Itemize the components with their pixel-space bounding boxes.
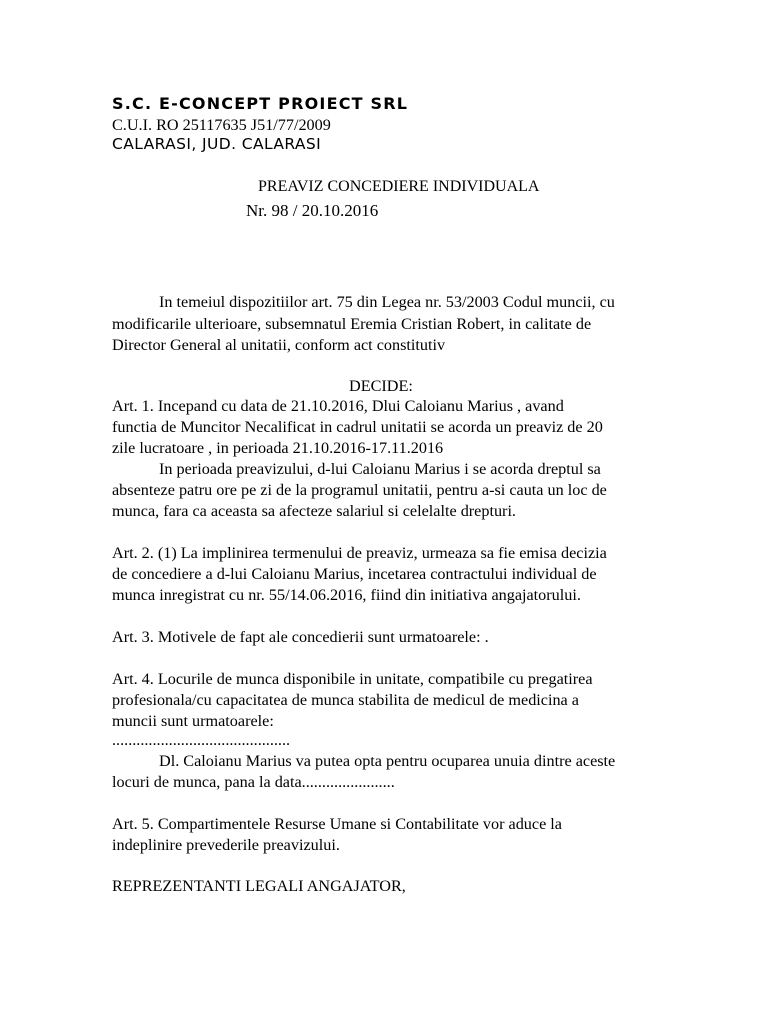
signature-heading: REPREZENTANTI LEGALI ANGAJATOR, — [112, 877, 406, 895]
company-name: S.C. E-CONCEPT PROIECT SRL — [112, 94, 409, 113]
art4-line-1: Art. 4. Locurile de munca disponibile in unitate, compatibile cu pregatirea — [112, 670, 593, 688]
intro-line-2: modificarile ulterioare, subsemnatul Eremia Cristian Robert, in calitate de — [112, 315, 592, 333]
art1-line-5: absenteze patru ore pe zi de la programul unitatii, pentru a-si cauta un loc de — [112, 481, 607, 499]
art1-line-2: functia de Muncitor Necalificat in cadrul unitatii se acorda un preaviz de 20 — [112, 418, 603, 436]
company-registration: C.U.I. RO 25117635 J51/77/2009 — [112, 116, 331, 134]
art1-line-1: Art. 1. Incepand cu data de 21.10.2016, Dlui Caloianu Marius , avand — [112, 397, 564, 415]
art4-line-5: Dl. Caloianu Marius va putea opta pentru ocuparea unuia dintre aceste — [159, 752, 616, 770]
art2-line-3: munca inregistrat cu nr. 55/14.06.2016, fiind din initiativa angajatorului. — [112, 586, 581, 604]
art4-line-2: profesionala/cu capacitatea de munca stabilita de medicul de medicina a — [112, 691, 579, 709]
art2-line-2: de concediere a d-lui Caloianu Marius, incetarea contractului individual de — [112, 565, 597, 583]
document-title: PREAVIZ CONCEDIERE INDIVIDUALA — [258, 178, 540, 195]
art5-line-2: indeplinire prevederile preavizului. — [112, 836, 340, 854]
company-city: CALARASI, JUD. CALARASI — [112, 135, 322, 153]
art5-line-1: Art. 5. Compartimentele Resurse Umane si Contabilitate vor aduce la — [112, 815, 562, 833]
intro-line-1: In temeiul dispozitiilor art. 75 din Legea nr. 53/2003 Codul muncii, cu — [159, 293, 615, 311]
art1-line-6: munca, fara ca aceasta sa afecteze salariul si celelalte drepturi. — [112, 502, 516, 520]
art4-line-3: muncii sunt urmatoarele: — [112, 712, 274, 730]
art1-line-3: zile lucratoare , in perioada 21.10.2016-17.11.2016 — [112, 439, 444, 457]
art4-line-4: ............................................ — [112, 731, 291, 749]
art3-line-1: Art. 3. Motivele de fapt ale concedierii sunt urmatoarele: . — [112, 628, 489, 646]
art1-line-4: In perioada preavizului, d-lui Caloianu Marius i se acorda dreptul sa — [159, 460, 601, 478]
intro-line-3: Director General al unitatii, conform act constitutiv — [112, 336, 446, 354]
art2-line-1: Art. 2. (1) La implinirea termenului de preaviz, urmeaza sa fie emisa decizia — [112, 544, 607, 562]
decide-heading: DECIDE: — [349, 377, 413, 395]
art4-line-6: locuri de munca, pana la data....................... — [112, 773, 395, 791]
document-number: Nr. 98 / 20.10.2016 — [246, 201, 379, 220]
